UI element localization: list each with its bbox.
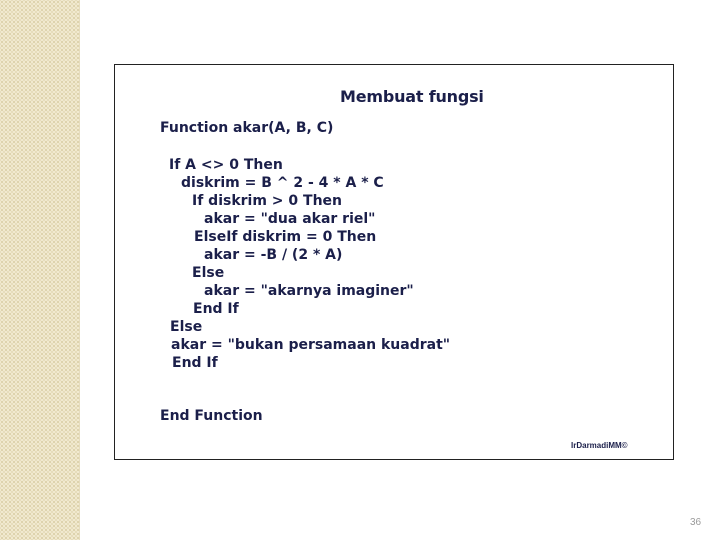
author-watermark: IrDarmadiMM©	[571, 441, 628, 450]
code-line-end-function: End Function	[160, 408, 263, 424]
code-line-elseif: ElseIf diskrim = 0 Then	[194, 229, 377, 245]
code-line-end-if-inner: End If	[193, 301, 239, 317]
code-line-else-inner: Else	[192, 265, 225, 281]
code-image-frame	[114, 64, 674, 460]
decorative-side-strip	[0, 0, 80, 540]
code-line-end-if-outer: End If	[172, 355, 218, 371]
code-line-akar-imaginer: akar = "akarnya imaginer"	[204, 283, 414, 299]
code-line-akar-dua: akar = "dua akar riel"	[204, 211, 376, 227]
code-line-if-diskrim: If diskrim > 0 Then	[192, 193, 343, 209]
page-number: 36	[690, 517, 702, 528]
code-line-else-outer: Else	[170, 319, 203, 335]
code-line-akar-minus-b: akar = -B / (2 * A)	[204, 247, 343, 263]
code-line-function: Function akar(A, B, C)	[160, 120, 334, 136]
code-line-if-a: If A <> 0 Then	[169, 157, 283, 173]
slide-title: Membuat fungsi	[340, 87, 484, 106]
code-line-diskrim: diskrim = B ^ 2 - 4 * A * C	[181, 175, 384, 191]
code-line-akar-bukan: akar = "bukan persamaan kuadrat"	[171, 337, 451, 353]
